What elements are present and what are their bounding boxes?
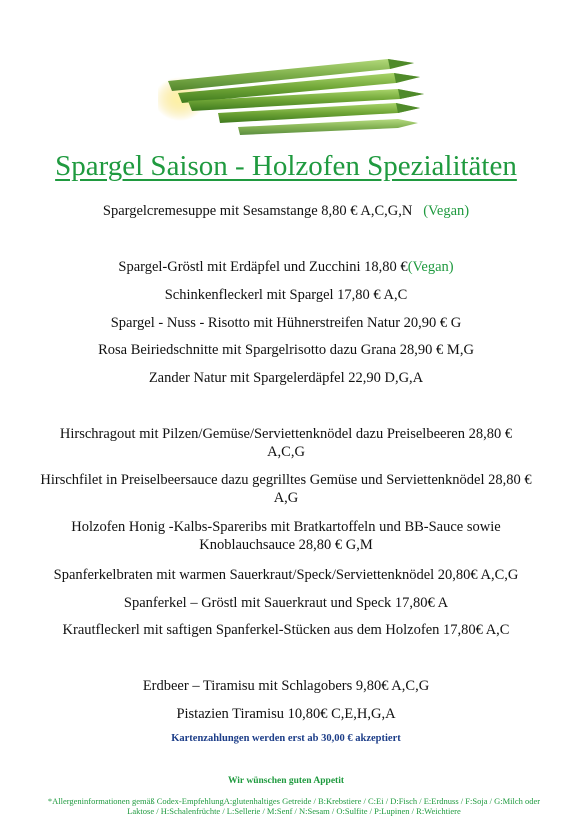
vegan-label: (Vegan) [423,203,470,219]
menu-item: Spargel - Nuss - Risotto mit Hühnerstreifen Natur 20,90 € G [110,315,462,331]
asparagus-photo [158,41,428,144]
menu-item [20,258,552,276]
page-title: Spargel Saison - Holzofen Spezialitäten [55,150,517,182]
menu-item: Schinkenfleckerl mit Spargel 17,80 € A,C [164,287,408,303]
allergen-info: *Allergeninformationen gemäß Codex-EmpfehlungA:glutenhaltiges Getreide / B:Krebstiere / C:Ei / D:Fisch / E:Erdnuss / F:Soja / G:Milch oder Laktose / H:Schalenfrüchte / L:Sellerie / M:Senf / N:Sesam / O:Sulfite / P:Lupinen / R:Weichtiere [47,796,541,816]
menu-item [20,202,552,220]
menu-item: Erdbeer – Tiramisu mit Schlagobers 9,80€ A,C,G [142,678,430,694]
menu-item-text: Spargelcremesuppe mit Sesamstange 8,80 € A,C,G,N [102,203,413,219]
menu-item: Spanferkel – Gröstl mit Sauerkraut und Speck 17,80€ A [123,595,449,611]
menu-item: Zander Natur mit Spargelerdäpfel 22,90 D,G,A [148,370,424,386]
menu-item: Rosa Beiriedschnitte mit Spargelrisotto dazu Grana 28,90 € M,G [98,342,474,358]
vegan-label: (Vegan) [407,259,454,275]
menu-item: Hirschfilet in Preiselbeersauce dazu gegrilltes Gemüse und Serviettenknödel 28,80 € A,G [40,472,532,506]
card-payment-note: Kartenzahlungen werden erst ab 30,00 € akzeptiert [171,733,401,744]
menu-item: Krautfleckerl mit saftigen Spanferkel-Stücken aus dem Holzofen 17,80€ A,C [62,622,510,638]
menu-item: Holzofen Honig -Kalbs-Spareribs mit Bratkartoffeln und BB-Sauce sowie Knoblauchsauce 28,80 € G,M [71,519,501,553]
menu-item-text: Spargel-Gröstl mit Erdäpfel und Zucchini 18,80 € [118,259,408,275]
menu-item: Spanferkelbraten mit warmen Sauerkraut/Speck/Serviettenknödel 20,80€ A,C,G [53,567,519,583]
menu-item: Hirschragout mit Pilzen/Gemüse/Serviettenknödel dazu Preiselbeeren 28,80 € A,C,G [59,426,513,460]
menu-item: Pistazien Tiramisu 10,80€ C,E,H,G,A [176,706,396,722]
appetite-wish: Wir wünschen guten Appetit [227,776,345,786]
